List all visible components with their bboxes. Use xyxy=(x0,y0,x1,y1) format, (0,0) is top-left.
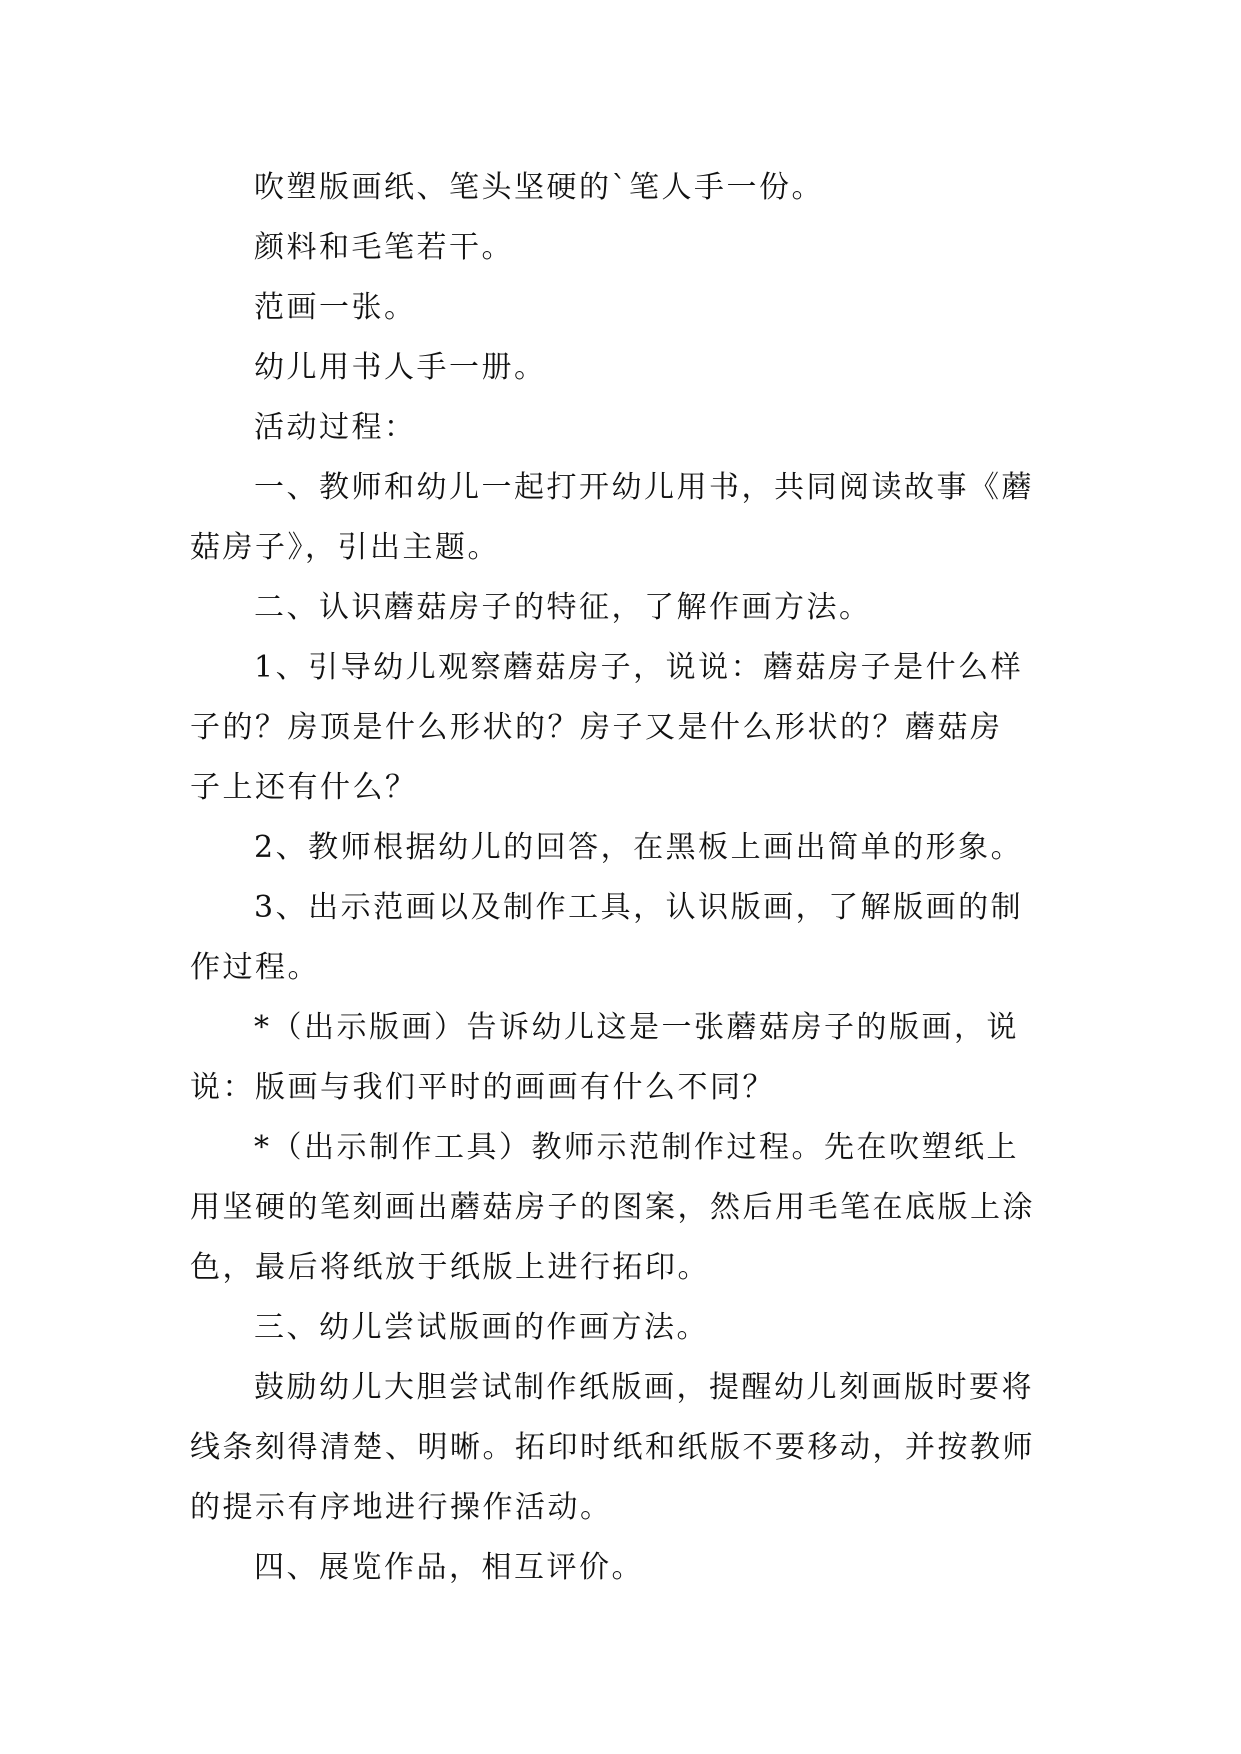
text-line: 二、认识蘑菇房子的特征，了解作画方法。 xyxy=(254,590,872,625)
text-line: 用坚硬的笔刻画出蘑菇房子的图案，然后用毛笔在底版上涂 xyxy=(190,1190,1035,1225)
text-line: 3、出示范画以及制作工具，认识版画，了解版画的制 xyxy=(254,890,1024,925)
text-line: 吹塑版画纸、笔头坚硬的`笔人手一份。 xyxy=(254,170,824,205)
text-line: 说：版画与我们平时的画画有什么不同？ xyxy=(190,1070,775,1105)
text-line: 幼儿用书人手一册。 xyxy=(254,350,547,385)
paragraph-step-four xyxy=(190,1538,1052,1598)
paragraph-step-two xyxy=(190,578,1052,638)
text-line: *（出示版画）告诉幼儿这是一张蘑菇房子的版画，说 xyxy=(254,1010,1019,1045)
paragraph-show-print xyxy=(190,998,1052,1118)
paragraph-show-tools xyxy=(190,1118,1052,1298)
text-line: 2、教师根据幼儿的回答，在黑板上画出简单的形象。 xyxy=(254,830,1024,865)
text-line: 1、引导幼儿观察蘑菇房子，说说：蘑菇房子是什么样 xyxy=(254,650,1024,685)
text-line: 范画一张。 xyxy=(254,290,417,325)
text-line: 三、幼儿尝试版画的作画方法。 xyxy=(254,1310,709,1345)
text-line: 活动过程： xyxy=(254,410,417,445)
paragraph-step-one xyxy=(190,458,1052,578)
paragraph-step-two-1 xyxy=(190,638,1052,818)
text-line: 的提示有序地进行操作活动。 xyxy=(190,1490,613,1525)
text-line: 子的？房顶是什么形状的？房子又是什么形状的？蘑菇房 xyxy=(190,710,1003,745)
paragraph-step-three xyxy=(190,1298,1052,1358)
paragraph-materials-paper xyxy=(190,158,1052,218)
text-line: 四、展览作品，相互评价。 xyxy=(254,1550,644,1585)
text-line: 作过程。 xyxy=(190,950,320,985)
text-line: 颜料和毛笔若干。 xyxy=(254,230,514,265)
text-line: 子上还有什么？ xyxy=(190,770,418,805)
paragraph-encourage xyxy=(190,1358,1052,1538)
text-line: 一、教师和幼儿一起打开幼儿用书，共同阅读故事《蘑 xyxy=(254,470,1034,505)
paragraph-step-two-3 xyxy=(190,878,1052,998)
text-line: 菇房子》，引出主题。 xyxy=(190,530,500,565)
paragraph-materials-paint xyxy=(190,218,1052,278)
paragraph-materials-sample xyxy=(190,278,1052,338)
text-line: 色，最后将纸放于纸版上进行拓印。 xyxy=(190,1250,710,1285)
paragraph-step-two-2 xyxy=(190,818,1052,878)
section-heading-activity-process xyxy=(190,398,1052,458)
text-line: 鼓励幼儿大胆尝试制作纸版画，提醒幼儿刻画版时要将 xyxy=(254,1370,1034,1405)
document-page xyxy=(190,158,1052,1598)
text-line: *（出示制作工具）教师示范制作过程。先在吹塑纸上 xyxy=(254,1130,1019,1165)
text-line: 线条刻得清楚、明晰。拓印时纸和纸版不要移动，并按教师 xyxy=(190,1430,1035,1465)
paragraph-materials-book xyxy=(190,338,1052,398)
